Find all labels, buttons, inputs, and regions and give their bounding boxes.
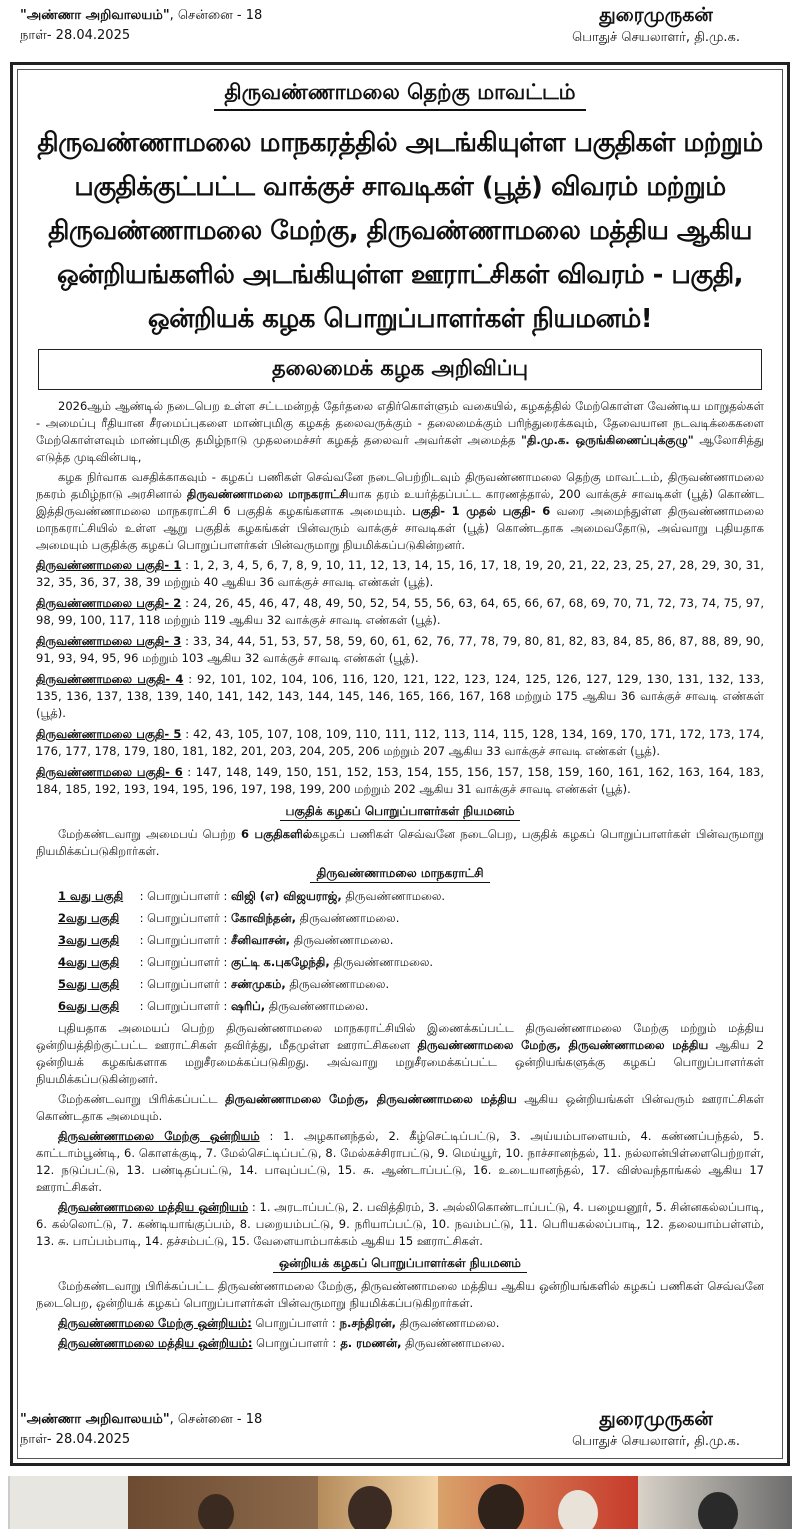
office-city: , சென்னை - 18: [169, 8, 263, 23]
appointment-row: 6வது பகுதி : பொறுப்பாளர் : ஷரிப், திருவண்ணாமலை.: [58, 999, 369, 1013]
appointment-row: 3வது பகுதி : பொறுப்பாளர் : சீனிவாசன், திருவண்ணாமலை.: [58, 933, 394, 947]
paragraph-unions: மேற்கண்டவாறு பிரிக்கப்பட்ட திருவண்ணாமலை மேற்கு, திருவண்ணாமலை மத்திய ஆகிய ஒன்றியங்கள் பின்வரும் ஊராட்சிகள் கொண்டதாக அமையும்.: [36, 1092, 765, 1123]
west-union-villages: திருவண்ணாமலை மேற்கு ஒன்றியம் : 1. அழகானந்தல், 2. கீழ்செட்டிப்பட்டு, 3. அய்யம்பாளையம், 4. கண்ணப்பந்தல், 5. காட்டாம்பூண்டி, 6. கொளக்குடி, 7. மேல்செட்டிப்பட்டு, 8. மேல்கச்சிராபட்டு, 9. மெய்யூர், 10. நாச்சானந்தல், 11. நல்லான்பிள்ளைபெற்றாள், 12. நடுப்பட்டு, 13. பண்டிதப்பட்டு, 14. பாவுப்பட்டு, 15. சு. ஆண்டாப்பட்டு, 16. உடையானந்தல், 17. விஸ்வந்தாங்கல் ஆகிய 17 ஊராட்சிகள்.: [36, 1129, 764, 1194]
notice-body: [36, 398, 764, 1352]
paragraph-intro: 2026ஆம் ஆண்டில் நடைபெற உள்ள சட்டமன்றத் தேர்தலை எதிர்கொள்ளும் வகையில், கழகத்தில் மேற்கொள்ள வேண்டிய மாறுதல்கள் - அமைப்பு ரீதியான சீரமைப்புகளை மாண்புமிகு கழகத் தலைவருக்கும் - தலைமைக்கும் பரிந்துரைக்கவும், தேவையான நடவடிக்கைகளை மேற்கொள்ளவும் மாண்புமிகு தமிழ்நாடு முதலமைச்சர் கழகத் தலைவர் அவர்கள் அமைத்த "தி.மு.க. ஒருங்கிணைப்புக்குழு" ஆலோசித்து எடுத்த முடிவின்படி,: [36, 399, 765, 464]
paragraph-area-intro: மேற்கண்டவாறு அமைபய் பெற்ற 6 பகுதிகளில்கழகப் பணிகள் செவ்வனே நடைபெற, பகுதிக் கழகப் பொறுப்பாளர்கள் பின்வருமாறு நியமிக்கப்படுகிறார்கள்.: [36, 827, 764, 858]
ward-item: திருவண்ணாமலை பகுதி- 1 : 1, 2, 3, 4, 5, 6, 7, 8, 9, 10, 11, 12, 13, 14, 15, 16, 17, 18, 19, 20, 21, 22, 23, 25, 27, 28, 29, 30, 31, 32, 35, 36, 37, 38, 39 மற்றும் 40 ஆகிய 36 வாக்குச் சாவடி எண்கள் (பூத்).: [36, 558, 764, 589]
office-name: "அண்ணா அறிவாலயம்": [20, 8, 170, 23]
headline: திருவண்ணாமலை மாநகரத்தில் அடங்கியுள்ள பகுதிகள் மற்றும் பகுதிக்குட்பட்ட வாக்குச் சாவடிகள் (பூத்) விவரம் மற்றும் திருவண்ணாமலை மேற்கு, திருவண்ணாமலை மத்திய ஆகிய ஒன்றியங்களில் அடங்கியுள்ள ஊராட்சிகள் விவரம் - பகுதி, ஒன்றியக் கழக பொறுப்பாளர்கள் நியமனம்!: [37, 128, 763, 334]
photo-figure: [478, 1484, 524, 1529]
area-appointments-heading: பகுதிக் கழகப் பொறுப்பாளர்கள் நியமனம்: [36, 803, 764, 821]
footer-signature-block: [572, 1406, 740, 1452]
notice-inner: [17, 69, 783, 1459]
union-appointment-row: திருவண்ணாமலை மத்திய ஒன்றியம்: பொறுப்பாளர் : த. ரமணன், திருவண்ணாமலை.: [58, 1336, 505, 1350]
footer-date: நாள்- 28.04.2025: [20, 1432, 131, 1447]
photo-figure: [558, 1490, 598, 1529]
footer-office-address: [20, 1410, 262, 1450]
photo-tile: [638, 1476, 792, 1529]
union-appointments-heading: ஒன்றியக் கழகப் பொறுப்பாளர்கள் நியமனம்: [36, 1255, 764, 1273]
photo-tile: [438, 1476, 638, 1529]
office-address: [20, 6, 262, 46]
footer-office-city: , சென்னை - 18: [169, 1412, 263, 1427]
paragraph-union-intro: மேற்கண்டவாறு பிரிக்கப்பட்ட திருவண்ணாமலை மேற்கு, திருவண்ணாமலை மத்திய ஆகிய ஒன்றியங்களில் கழகப் பணிகள் செவ்வனே நடைபெற, ஒன்றியக் கழகப் பொறுப்பாளர்கள் பின்வருமாறு நியமிக்கப்படுகிறார்கள்.: [36, 1279, 764, 1310]
signatory-name: துரைமுருகன்: [599, 4, 713, 26]
ward-list: [36, 557, 764, 798]
district-title: திருவண்ணாமலை தெற்கு மாவட்டம்: [36, 80, 764, 111]
paragraph-restructure: புதியதாக அமையப் பெற்ற திருவண்ணாமலை மாநகராட்சியில் இணைக்கப்பட்ட திருவண்ணாமலை மேற்கு மற்றும் மத்திய ஒன்றியத்திற்குட்பட்ட ஊராட்சிகள் தவிர்த்து, மீதமுள்ள ஊராட்சிகளை திருவண்ணாமலை மேற்கு, திருவண்ணாமலை மத்திய ஆகிய 2 ஒன்றியக் கழகங்களாக மறுசீரமைக்கப்படுகிறது. அவ்வாறு மறுசீரமைக்கப்பட்ட ஒன்றியங்களுக்கு கழகப் பொறுப்பாளர்கள் நியமிக்கப்படுகின்றனர்.: [36, 1021, 764, 1086]
central-union-villages: திருவண்ணாமலை மத்திய ஒன்றியம் : 1. அரடாப்பட்டு, 2. பவித்திரம், 3. அல்லிகொண்டாப்பட்டு, 4. பழையனூர், 5. சின்னகல்லப்பாடி, 6. கல்லொட்டு, 7. கண்டியாங்குப்பம், 8. பறையம்பட்டு, 9. நரியாப்பட்டு, 10. நவம்பட்டு, 11. பெரியகல்லப்பாடி, 12. தலையாம்பள்ளம், 13. சு. பாப்பம்பாடி, 14. தச்சம்பட்டு, 15. வேளையாம்பாக்கம் ஆகிய 15 ஊராட்சிகள்.: [36, 1200, 764, 1248]
ward-item: திருவண்ணாமலை பகுதி- 5 : 42, 43, 105, 107, 108, 109, 110, 111, 112, 113, 114, 115, 128, 134, 169, 170, 171, 172, 173, 174, 176, 177, 178, 179, 180, 181, 182, 201, 203, 204, 205, 206 மற்றும் 207 ஆகிய 33 வாக்குச் சாவடி எண்கள் (பூத்).: [36, 727, 764, 758]
ward-item: திருவண்ணாமலை பகுதி- 3 : 33, 34, 44, 51, 53, 57, 58, 59, 60, 61, 62, 76, 77, 78, 79, 80, 81, 82, 83, 84, 85, 86, 87, 88, 89, 90, 91, 93, 94, 95, 96 மற்றும் 103 ஆகிய 32 வாக்குச் சாவடி எண்கள் (பூத்).: [36, 634, 764, 665]
photo-strip: [8, 1476, 792, 1529]
appointment-row: 2வது பகுதி : பொறுப்பாளர் : கோவிந்தன், திருவண்ணாமலை.: [58, 911, 400, 925]
footer-signatory-role: பொதுச் செயலாளர், தி.மு.க.: [572, 1434, 740, 1449]
notice-date: நாள்- 28.04.2025: [20, 28, 131, 43]
area-appointment-list: [36, 888, 764, 1015]
photo-figure: [198, 1494, 234, 1529]
photo-tile: [318, 1476, 438, 1529]
notice-footer: [0, 1400, 800, 1464]
ward-item: திருவண்ணாமலை பகுதி- 2 : 24, 26, 45, 46, 47, 48, 49, 50, 52, 54, 55, 56, 63, 64, 65, 66, 67, 68, 69, 70, 71, 72, 73, 74, 75, 97, 98, 99, 100, 117, 118 மற்றும் 119 ஆகிய 32 வாக்குச் சாவடி எண்கள் (பூத்).: [36, 596, 764, 627]
notice-box: [10, 62, 790, 1466]
appointment-row: 4வது பகுதி : பொறுப்பாளர் : குட்டி க.புகழேந்தி, திருவண்ணாமலை.: [58, 955, 434, 969]
photo-tile: [8, 1476, 128, 1529]
signatory-role: பொதுச் செயலாளர், தி.மு.க.: [572, 30, 740, 45]
hq-announcement-title: தலைமைக் கழக அறிவிப்பு: [38, 349, 762, 390]
footer-signatory-name: துரைமுருகன்: [599, 1408, 713, 1430]
corporation-heading: திருவண்ணாமலை மாநகராட்சி: [36, 865, 764, 883]
footer-office-name: "அண்ணா அறிவாலயம்": [20, 1412, 170, 1427]
appointment-row: 1 வது பகுதி : பொறுப்பாளர் : விஜி (எ) விஜயராஜ், திருவண்ணாமலை.: [58, 889, 446, 903]
union-appointment-row: திருவண்ணாமலை மேற்கு ஒன்றியம்: பொறுப்பாளர் : ந.சந்திரன், திருவண்ணாமலை.: [58, 1316, 500, 1330]
paragraph-corporation: கழக நிர்வாக வசதிக்காகவும் - கழகப் பணிகள் செவ்வனே நடைபெற்றிடவும் திருவண்ணாமலை தெற்கு மாவட்டம், திருவண்ணாமலை நகரம் தமிழ்நாடு அரசினால் திருவண்ணாமலை மாநகராட்சியாக தரம் உயர்த்தப்பட்ட காரணத்தால், 200 வாக்குச் சாவடிகள் (பூத்) கொண்ட இத்திருவண்ணாமலை மாநகராட்சி 6 பகுதிக் கழகங்களாக அமையும். பகுதி- 1 முதல் பகுதி- 6 வரை அமைந்துள்ள திருவண்ணாமலை மாநகராட்சியில் உள்ள ஆறு பகுதிக் கழகங்கள் பின்வரும் வாக்குச் சாவடிகள் (பூத்) கொண்டதாக அமைவதோடு, அவ்வாறு புதியதாக அமையும் பகுதிக்கு கழகப் பொறுப்பாளர்கள் பின்வருமாறு நியமிக்கப்படுகின்றனர்.: [36, 470, 765, 552]
ward-item: திருவண்ணாமலை பகுதி- 6 : 147, 148, 149, 150, 151, 152, 153, 154, 155, 156, 157, 158, 159, 160, 161, 162, 163, 164, 183, 184, 185, 192, 193, 194, 195, 196, 197, 198, 199, 200 மற்றும் 202 ஆகிய 31 வாக்குச் சாவடி எண்கள் (பூத்).: [36, 765, 764, 796]
photo-figure: [348, 1486, 392, 1529]
signature-block: [572, 2, 740, 48]
top-header: [0, 0, 800, 56]
appointment-row: 5வது பகுதி : பொறுப்பாளர் : சண்முகம், திருவண்ணாமலை.: [58, 977, 390, 991]
ward-item: திருவண்ணாமலை பகுதி- 4 : 92, 101, 102, 104, 106, 116, 120, 121, 122, 123, 124, 125, 126, 127, 129, 130, 131, 132, 133, 135, 136, 137, 138, 139, 140, 141, 142, 143, 144, 145, 146, 165, 166, 167, 168 மற்றும் 175 ஆகிய 36 வாக்குச் சாவடி எண்கள் (பூத்).: [36, 672, 764, 720]
photo-figure: [698, 1492, 738, 1529]
photo-tile: [128, 1476, 318, 1529]
